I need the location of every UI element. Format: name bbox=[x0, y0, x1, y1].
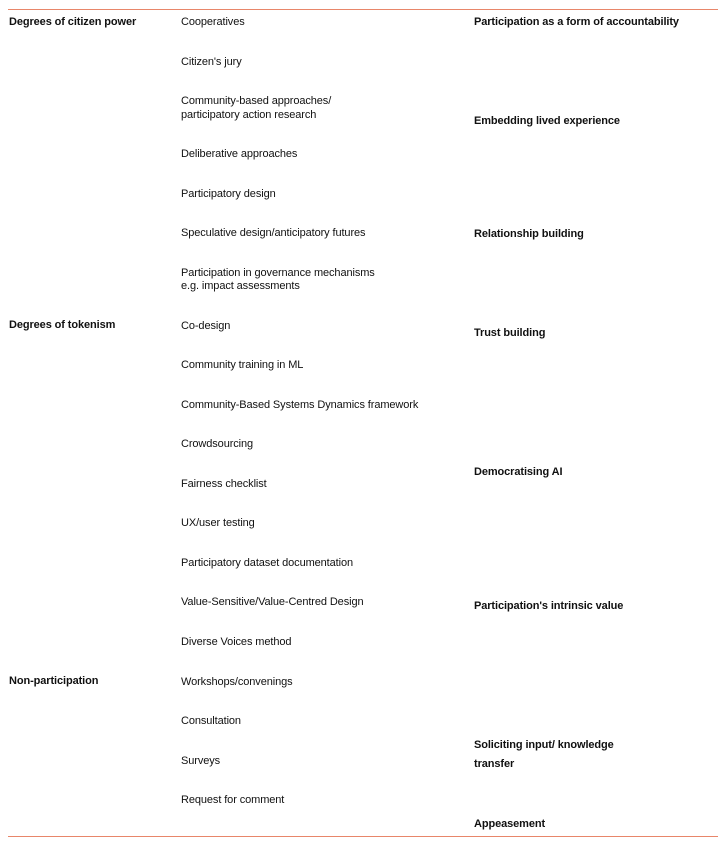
degree-citizen-power: Degrees of citizen power bbox=[9, 16, 137, 28]
method-item: Crowdsourcing bbox=[181, 438, 254, 450]
purpose-item: Appeasement bbox=[474, 818, 546, 830]
purpose-item: Soliciting input/ knowledge bbox=[474, 739, 614, 751]
method-item-line-2: participatory action research bbox=[181, 109, 317, 121]
purpose-item: Participation as a form of accountability bbox=[474, 16, 679, 28]
purpose-item: Relationship building bbox=[474, 228, 584, 240]
method-item: Participatory dataset documentation bbox=[181, 557, 353, 569]
method-item: Speculative design/anticipatory futures bbox=[181, 227, 366, 239]
method-item: Diverse Voices method bbox=[181, 636, 292, 648]
method-item: Consultation bbox=[181, 715, 241, 727]
method-item: Deliberative approaches bbox=[181, 148, 298, 160]
method-item: Community training in ML bbox=[181, 359, 304, 371]
method-item-line-2: e.g. impact assessments bbox=[181, 280, 300, 292]
method-item: Workshops/convenings bbox=[181, 676, 293, 688]
degree-non-participation: Non-participation bbox=[9, 675, 99, 687]
purpose-item: Democratising AI bbox=[474, 466, 563, 478]
method-item: Participation in governance mechanisms bbox=[181, 267, 375, 279]
purpose-item: Embedding lived experience bbox=[474, 115, 620, 127]
method-item: Surveys bbox=[181, 755, 221, 767]
method-item: UX/user testing bbox=[181, 517, 255, 529]
bottom-divider bbox=[8, 836, 718, 837]
purpose-item: Trust building bbox=[474, 327, 546, 339]
method-item: Community-based approaches/ bbox=[181, 95, 332, 107]
purpose-item-line-2: transfer bbox=[474, 758, 515, 770]
purpose-item: Participation's intrinsic value bbox=[474, 600, 624, 612]
top-divider bbox=[8, 9, 718, 10]
method-item: Co-design bbox=[181, 320, 231, 332]
method-item: Citizen's jury bbox=[181, 56, 242, 68]
method-item: Community-Based Systems Dynamics framework bbox=[181, 399, 419, 411]
method-item: Cooperatives bbox=[181, 16, 245, 28]
degree-tokenism: Degrees of tokenism bbox=[9, 319, 116, 331]
method-item: Participatory design bbox=[181, 188, 276, 200]
method-item: Value-Sensitive/Value-Centred Design bbox=[181, 596, 364, 608]
method-item: Request for comment bbox=[181, 794, 285, 806]
method-item: Fairness checklist bbox=[181, 478, 267, 490]
